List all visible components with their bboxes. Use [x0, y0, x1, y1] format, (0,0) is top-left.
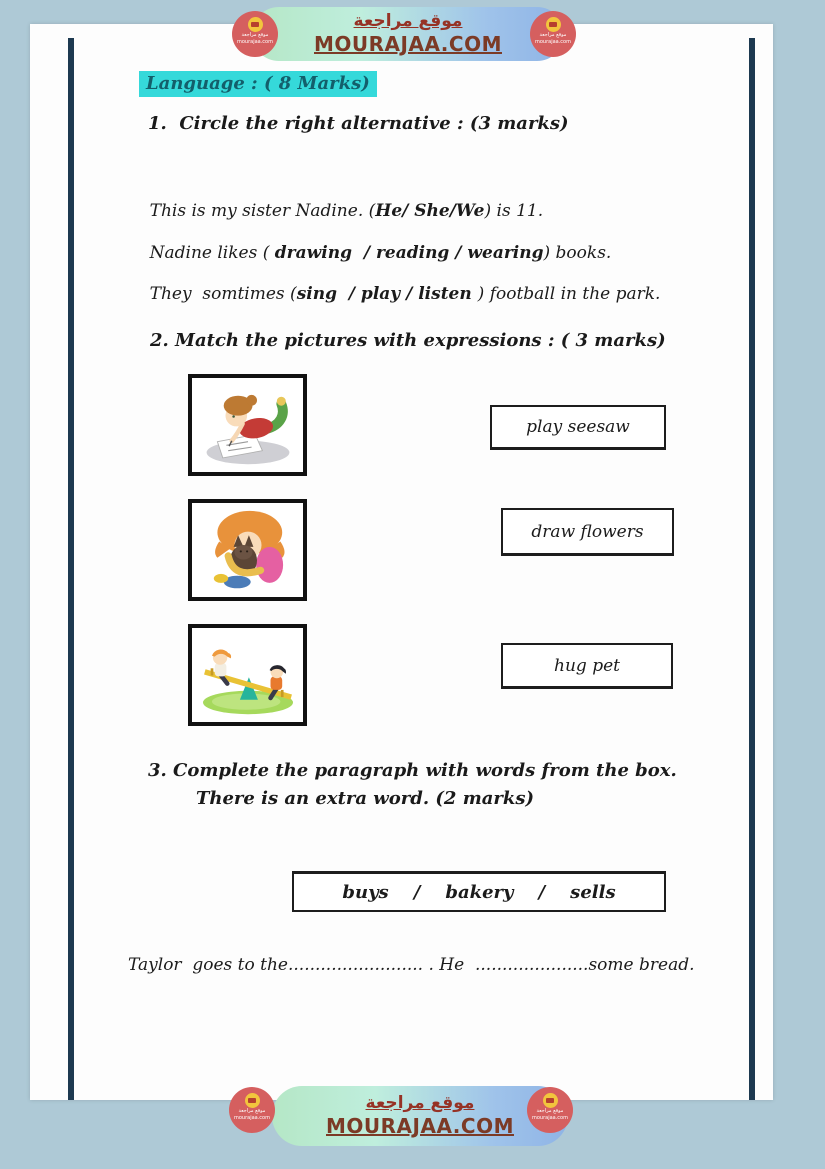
- question-1-title: 1. Circle the right alternative : (3 marks): [148, 113, 569, 134]
- word-bank-words: buys / bakery / sells: [342, 881, 616, 903]
- q1-sentence-3: They somtimes (sing / play / listen ) football in the park.: [149, 284, 661, 304]
- page-margin-rule-left: [68, 38, 74, 1100]
- footer-site-name-arabic: موقع مراجعة: [365, 1093, 475, 1114]
- expression-box-hug-pet: [501, 643, 673, 689]
- expression-box-play-seesaw: [490, 405, 666, 450]
- mourajaa-logo-icon: موقع مراجعة mourajaa.com: [527, 1087, 573, 1133]
- book-icon: [546, 17, 561, 32]
- header-brand-banner: [252, 7, 564, 61]
- picture-child-drawing: [188, 374, 307, 476]
- q1-sentence-1: This is my sister Nadine. (He/ She/We) is 11.: [149, 201, 544, 221]
- header-site-domain: MOURAJAA.COM: [314, 31, 502, 56]
- mourajaa-logo-icon: موقع مراجعة mourajaa.com: [229, 1087, 275, 1133]
- book-icon: [245, 1093, 260, 1108]
- book-icon: [543, 1093, 558, 1108]
- mourajaa-logo-icon: موقع مراجعة mourajaa.com: [232, 11, 278, 57]
- child-drawing-illustration: [194, 380, 302, 471]
- expression-label: hug pet: [554, 655, 620, 676]
- child-hugging-pet-illustration: [194, 505, 302, 596]
- q1-sentence-2: Nadine likes ( drawing / reading / wearing) books.: [149, 243, 612, 263]
- picture-children-on-seesaw: [188, 624, 307, 726]
- section-title-language: Language : ( 8 Marks): [139, 71, 377, 97]
- expression-box-draw-flowers: [501, 508, 674, 556]
- expression-label: play seesaw: [526, 417, 630, 437]
- question-3-title-line1: 3. Complete the paragraph with words from the box.: [148, 760, 677, 781]
- mourajaa-logo-icon: موقع مراجعة mourajaa.com: [530, 11, 576, 57]
- q3-gap-fill-sentence: Taylor goes to the......................... . He .....................some bread.: [128, 955, 695, 975]
- children-on-seesaw-illustration: [194, 630, 302, 721]
- expression-label: draw flowers: [531, 521, 644, 542]
- book-icon: [248, 17, 263, 32]
- footer-brand-banner: [272, 1086, 568, 1146]
- footer-site-domain: MOURAJAA.COM: [326, 1113, 514, 1138]
- word-bank-box: [292, 871, 666, 912]
- q1-choices-3: sing / play / listen: [296, 284, 478, 304]
- q1-choices-2: drawing / reading / wearing: [274, 243, 544, 263]
- question-3-title-line2: There is an extra word. (2 marks): [196, 788, 535, 809]
- page-margin-rule-right: [749, 38, 755, 1100]
- header-site-name-arabic: موقع مراجعة: [353, 11, 463, 32]
- picture-child-hugging-pet: [188, 499, 307, 601]
- q1-choices-1: He/ She/We: [375, 201, 485, 221]
- question-2-title: 2. Match the pictures with expressions : ( 3 marks): [150, 330, 666, 351]
